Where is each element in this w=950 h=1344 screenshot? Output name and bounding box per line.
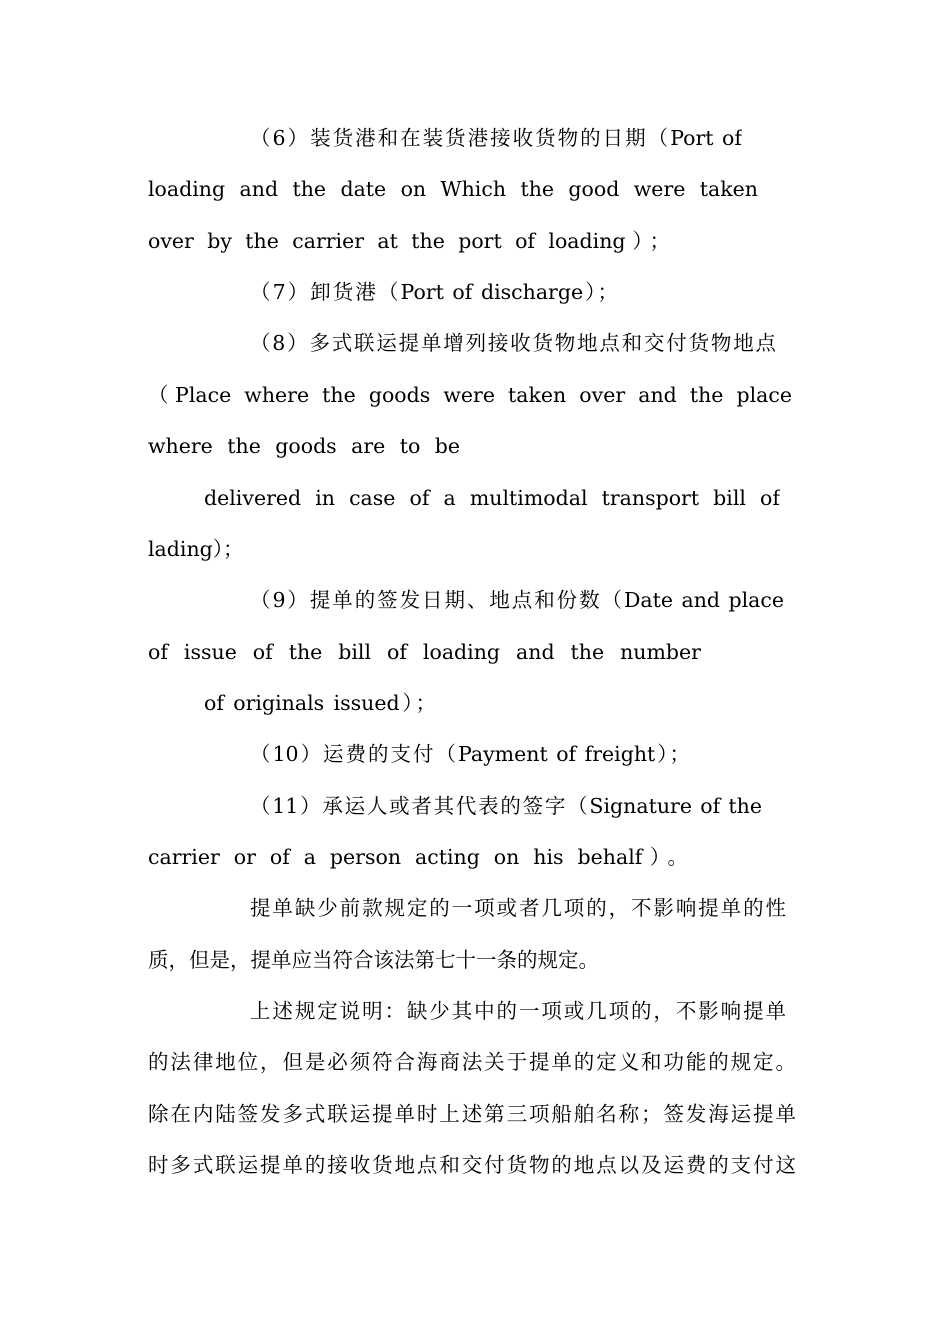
text-line: lading）；: [148, 537, 244, 561]
text-line: of originals issued）；: [204, 691, 436, 715]
text-line: 质，但是，提单应当符合该法第七十一条的规定。: [148, 948, 599, 972]
text-line: 提单缺少前款规定的一项或者几项的，不影响提单的性: [250, 896, 786, 920]
text-line: （10）运费的支付（Payment of freight）；: [250, 742, 690, 766]
text-line: 的法律地位，但是必须符合海商法关于提单的定义和功能的规定。: [148, 1050, 796, 1074]
text-line: 除在内陆签发多式联运提单时上述第三项船舶名称；签发海运提单: [148, 1102, 796, 1126]
text-line: （8）多式联运提单增列接收货物地点和交付货物地点: [250, 331, 776, 355]
text-line: （6）装货港和在装货港接收货物的日期（Port of: [250, 126, 742, 150]
text-line: 上述规定说明：缺少其中的一项或几项的，不影响提单: [250, 999, 786, 1023]
text-line: （Place where the goods were taken over and the place: [148, 383, 792, 407]
text-line: （9）提单的签发日期、地点和份数（Date and place: [250, 588, 784, 612]
text-line: over by the carrier at the port of loading）；: [148, 229, 670, 253]
text-line: 时多式联运提单的接收货地点和交付货物的地点以及运费的支付这: [148, 1153, 796, 1177]
text-line: where the goods are to be: [148, 434, 460, 458]
text-line: of issue of the bill of loading and the number: [148, 640, 701, 664]
text-line: （11）承运人或者其代表的签字（Signature of the: [250, 794, 762, 818]
text-line: carrier or of a person acting on his behalf）。: [148, 845, 688, 869]
text-line: loading and the date on Which the good were taken: [148, 177, 758, 201]
text-line: （7）卸货港（Port of discharge）；: [250, 280, 618, 304]
text-line: delivered in case of a multimodal transport bill of: [204, 486, 780, 510]
